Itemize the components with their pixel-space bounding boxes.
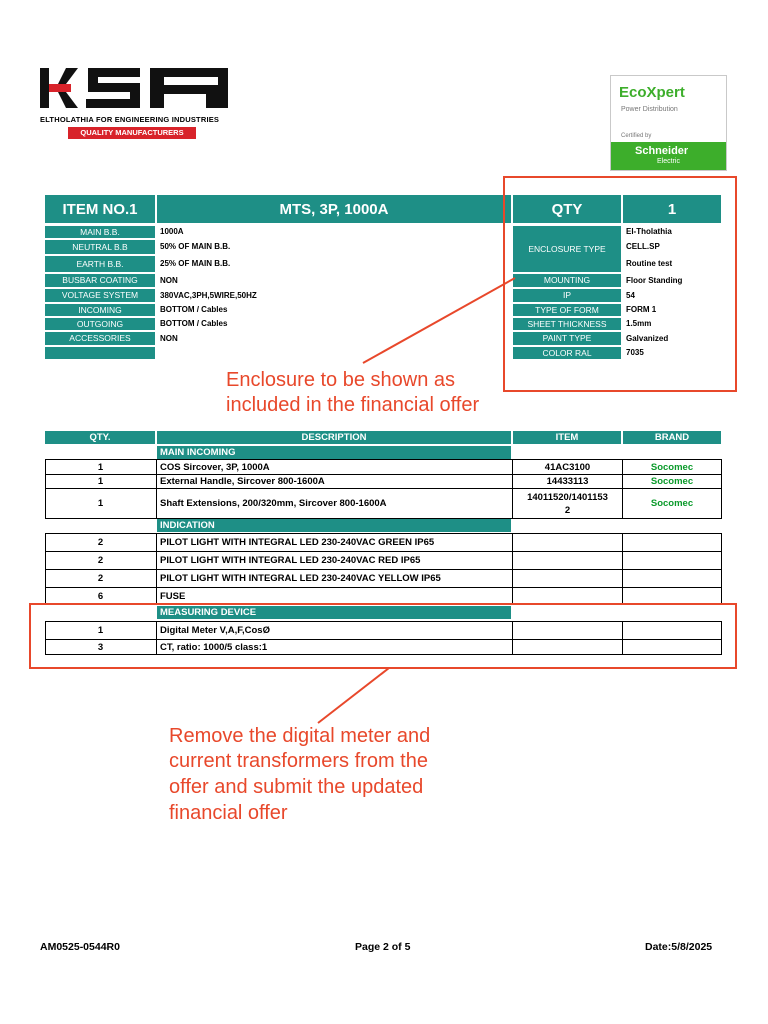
- measuring-note-line-4: financial offer: [169, 802, 288, 824]
- spec-label: OUTGOING: [45, 318, 155, 330]
- row-item-line-2: 2: [564, 504, 571, 516]
- bom-header-description: DESCRIPTION: [157, 431, 511, 444]
- ksa-logo-mark: [40, 68, 230, 108]
- ecoxpert-title: EcoXpert: [619, 84, 685, 101]
- col-divider: [721, 459, 722, 519]
- spec-label: TYPE OF FORM: [513, 304, 621, 316]
- spec-label: MOUNTING: [513, 274, 621, 287]
- spec-label: VOLTAGE SYSTEM: [45, 289, 155, 302]
- spec-value: BOTTOM / Cables: [160, 319, 228, 328]
- spec-label: NEUTRAL B.B: [45, 240, 155, 254]
- measuring-arrow-line: [315, 665, 395, 725]
- bom-header-qty: QTY.: [45, 431, 155, 444]
- spec-label-empty: [45, 347, 155, 359]
- spec-value: 50% OF MAIN B.B.: [160, 242, 231, 251]
- bom-header-brand: BRAND: [623, 431, 721, 444]
- enclosure-arrow-line: [360, 275, 520, 365]
- enclosure-type-label: ENCLOSURE TYPE: [513, 226, 621, 272]
- row-qty: 2: [97, 537, 104, 548]
- quality-badge: QUALITY MANUFACTURERS: [68, 127, 196, 139]
- row-item: 41AC3100: [544, 461, 591, 473]
- spec-label: BUSBAR COATING: [45, 274, 155, 287]
- qty-value: 1: [623, 195, 721, 223]
- row-item: [513, 489, 622, 518]
- row-description: External Handle, Sircover 800-1600A: [160, 476, 325, 487]
- spec-value: Floor Standing: [626, 275, 683, 285]
- col-divider: [512, 533, 513, 605]
- row-description: COS Sircover, 3P, 1000A: [160, 461, 270, 473]
- spec-label: EARTH B.B.: [45, 256, 155, 272]
- row-description: Shaft Extensions, 200/320mm, Sircover 800-1600A: [160, 498, 387, 509]
- enclosure-value: CELL.SP: [626, 242, 660, 251]
- spec-value: 54: [626, 290, 635, 300]
- col-divider: [622, 533, 623, 605]
- row-qty: 2: [97, 555, 104, 566]
- row-description: PILOT LIGHT WITH INTEGRAL LED 230-240VAC GREEN IP65: [160, 537, 435, 548]
- section-indication: INDICATION: [157, 519, 511, 532]
- row-qty: 6: [97, 590, 104, 602]
- row-brand: Socomec: [650, 476, 694, 487]
- spec-label: SHEET THICKNESS: [513, 318, 621, 330]
- measuring-note-line-1: Remove the digital meter and: [169, 725, 431, 747]
- row-qty: 2: [97, 573, 104, 584]
- item-number: ITEM NO.1: [45, 195, 155, 223]
- row-brand: Socomec: [650, 498, 694, 509]
- row-description: PILOT LIGHT WITH INTEGRAL LED 230-240VAC RED IP65: [160, 555, 421, 566]
- spec-label: IP: [513, 289, 621, 302]
- schneider-brand: Schneider: [635, 145, 689, 157]
- company-logo: [40, 68, 230, 139]
- qty-label: QTY: [513, 195, 621, 223]
- row-brand: Socomec: [650, 461, 694, 473]
- ecoxpert-badge: [610, 75, 727, 171]
- spec-value: 25% OF MAIN B.B.: [160, 259, 231, 268]
- row-description: Digital Meter V,A,F,CosØ: [160, 625, 270, 636]
- spec-value: 1000A: [160, 227, 184, 236]
- row-item-line-1: 14011520/1401153: [527, 491, 608, 503]
- company-subtitle: ELTHOLATHIA FOR ENGINEERING INDUSTRIES: [40, 115, 220, 124]
- spec-value: FORM 1: [626, 305, 657, 314]
- row-qty: 1: [97, 625, 104, 636]
- schneider-logo: [611, 142, 726, 170]
- spec-value: BOTTOM / Cables: [160, 305, 228, 314]
- measuring-highlight-box: [29, 603, 737, 669]
- enclosure-highlight-box: [503, 176, 737, 392]
- item-title: MTS, 3P, 1000A: [157, 195, 511, 223]
- bom-header-item: ITEM: [513, 431, 621, 444]
- document-date: Date:5/8/2025: [645, 941, 713, 953]
- row-qty: 3: [97, 641, 104, 653]
- row-description: FUSE: [160, 590, 186, 602]
- spec-value: NON: [160, 333, 178, 343]
- enclosure-note-line-1: Enclosure to be shown as: [226, 369, 456, 391]
- enclosure-value: Routine test: [626, 259, 673, 268]
- spec-label: ACCESSORIES: [45, 332, 155, 345]
- spec-value: Galvanized: [626, 333, 669, 343]
- measuring-note-line-3: offer and submit the updated: [169, 776, 424, 798]
- spec-value: 380VAC,3PH,5WIRE,50HZ: [160, 290, 257, 300]
- col-divider: [721, 533, 722, 605]
- spec-label: PAINT TYPE: [513, 332, 621, 345]
- row-qty: 1: [97, 476, 104, 487]
- schneider-brand-2: Electric: [657, 158, 680, 165]
- page-number: Page 2 of 5: [355, 941, 411, 953]
- section-measuring-device: MEASURING DEVICE: [157, 606, 511, 619]
- ecoxpert-certified: Certified by: [621, 133, 652, 139]
- row-qty: 1: [97, 461, 104, 473]
- enclosure-value: El-Tholathia: [626, 227, 672, 236]
- row-item: 14433113: [546, 476, 589, 487]
- spec-label: MAIN B.B.: [45, 226, 155, 238]
- measuring-note-line-2: current transformers from the: [169, 750, 428, 772]
- spec-value: 1.5mm: [626, 319, 652, 328]
- spec-label: INCOMING: [45, 304, 155, 316]
- document-number: AM0525-0544R0: [40, 941, 120, 953]
- spec-value: 7035: [626, 348, 644, 357]
- row-description: CT, ratio: 1000/5 class:1: [160, 641, 268, 653]
- ecoxpert-subtitle: Power Distribution: [621, 106, 678, 113]
- spec-value: NON: [160, 275, 178, 285]
- row-description: PILOT LIGHT WITH INTEGRAL LED 230-240VAC YELLOW IP65: [160, 573, 441, 584]
- section-main-incoming: MAIN INCOMING: [157, 446, 511, 459]
- row-qty: 1: [97, 498, 104, 509]
- spec-label: COLOR RAL: [513, 347, 621, 359]
- enclosure-note-line-2: included in the financial offer: [226, 394, 480, 416]
